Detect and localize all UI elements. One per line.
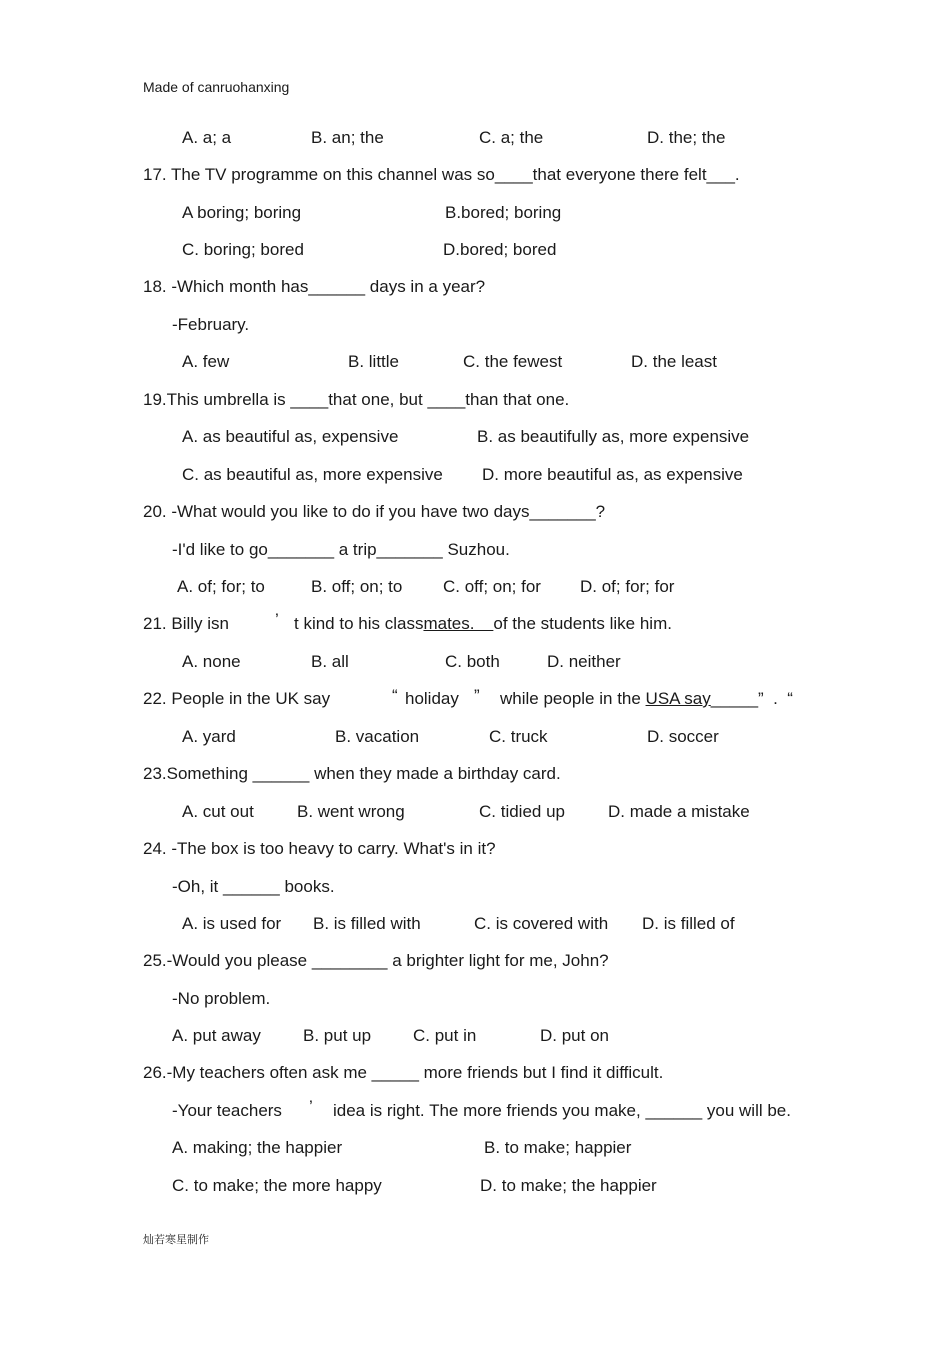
q19-stem: 19.This umbrella is ____that one, but ____than that one. [143, 390, 570, 409]
q16-option-d: D. the; the [647, 128, 726, 147]
q25-reply: -No problem. [172, 989, 271, 1008]
q19-option-c: C. as beautiful as, more expensive [182, 465, 443, 484]
q22-blank: _____ [710, 689, 759, 708]
q22-stem-rest [500, 689, 793, 709]
q24-reply: -Oh, it ______ books. [172, 877, 335, 896]
q22-stem-end: ” . “ [758, 689, 793, 708]
q16-option-a: A. a; a [182, 128, 232, 147]
q16-option-b: B. an; the [311, 128, 384, 147]
q18-option-a: A. few [182, 352, 230, 371]
q20-option-a: A. of; for; to [177, 577, 265, 596]
q22-open-quote: “ [392, 686, 398, 705]
q22-stem-start: 22. People in the UK say [143, 689, 331, 708]
q26-reply-rest: idea is right. The more friends you make, ______ you will be. [333, 1101, 791, 1120]
q20-stem: 20. -What would you like to do if you have two days_______? [143, 502, 606, 521]
q23-stem: 23.Something ______ when they made a birthday card. [143, 764, 561, 783]
q17-stem: 17. The TV programme on this channel was so____that everyone there felt___. [143, 165, 740, 184]
q23-option-d: D. made a mistake [608, 802, 750, 821]
q20-option-d: D. of; for; for [580, 577, 675, 596]
q25-option-a: A. put away [172, 1026, 261, 1045]
q25-option-c: C. put in [413, 1026, 477, 1045]
q22-close-quote: ” [474, 686, 480, 705]
q19-option-a: A. as beautiful as, expensive [182, 427, 399, 446]
q24-option-a: A. is used for [182, 914, 282, 933]
q22-option-b: B. vacation [335, 727, 420, 746]
q25-option-b: B. put up [303, 1026, 372, 1045]
q26-option-a: A. making; the happier [172, 1138, 343, 1157]
q19-option-b: B. as beautifully as, more expensive [477, 427, 750, 446]
q21-stem-rest [294, 614, 672, 634]
q21-option-c: C. both [445, 652, 500, 671]
q21-option-d: D. neither [547, 652, 621, 671]
q20-reply: -I'd like to go_______ a trip_______ Suzhou. [172, 540, 510, 559]
q16-option-c: C. a; the [479, 128, 544, 147]
q21-option-a: A. none [182, 652, 241, 671]
q17-option-d: D.bored; bored [443, 240, 557, 259]
q25-option-d: D. put on [540, 1026, 609, 1045]
q21-stem-start: 21. Billy isn [143, 614, 229, 633]
q17-option-a: A boring; boring [182, 203, 302, 222]
q21-stem-end: of the students like him. [493, 614, 672, 633]
page-header: Made of canruohanxing [143, 79, 290, 95]
q18-option-b: B. little [348, 352, 400, 371]
q24-option-c: C. is covered with [474, 914, 609, 933]
q26-apostrophe: ’ [309, 1097, 313, 1116]
q20-option-c: C. off; on; for [443, 577, 541, 596]
q22-word: holiday [405, 689, 459, 708]
q26-reply-start: -Your teachers [172, 1101, 282, 1120]
q23-option-b: B. went wrong [297, 802, 405, 821]
q17-option-b: B.bored; boring [445, 203, 562, 222]
q26-option-b: B. to make; happier [484, 1138, 632, 1157]
q22-option-c: C. truck [489, 727, 548, 746]
q26-option-d: D. to make; the happier [480, 1176, 657, 1195]
page-footer: 灿若寒星制作 [143, 1233, 209, 1246]
q24-option-d: D. is filled of [642, 914, 735, 933]
q22-stem-underlined: USA say [645, 689, 711, 708]
q22-option-a: A. yard [182, 727, 236, 746]
q18-option-c: C. the fewest [463, 352, 563, 371]
q21-apostrophe: ’ [275, 610, 279, 629]
q21-option-b: B. all [311, 652, 349, 671]
q22-option-d: D. soccer [647, 727, 719, 746]
q23-option-c: C. tidied up [479, 802, 565, 821]
q26-stem: 26.-My teachers often ask me _____ more friends but I find it difficult. [143, 1063, 664, 1082]
q19-option-d: D. more beautiful as, as expensive [482, 465, 743, 484]
q20-option-b: B. off; on; to [311, 577, 403, 596]
q22-stem-mid: while people in the [500, 689, 646, 708]
q18-stem: 18. -Which month has______ days in a year? [143, 277, 486, 296]
q21-stem-underlined: mates. [423, 614, 494, 633]
q18-reply: -February. [172, 315, 250, 334]
q25-stem: 25.-Would you please ________ a brighter light for me, John? [143, 951, 609, 970]
q24-stem: 24. -The box is too heavy to carry. What's in it? [143, 839, 496, 858]
q23-option-a: A. cut out [182, 802, 254, 821]
q24-option-b: B. is filled with [313, 914, 421, 933]
q18-option-d: D. the least [631, 352, 717, 371]
q21-stem-mid: t kind to his class [294, 614, 424, 633]
q26-option-c: C. to make; the more happy [172, 1176, 382, 1195]
q17-option-c: C. boring; bored [182, 240, 304, 259]
